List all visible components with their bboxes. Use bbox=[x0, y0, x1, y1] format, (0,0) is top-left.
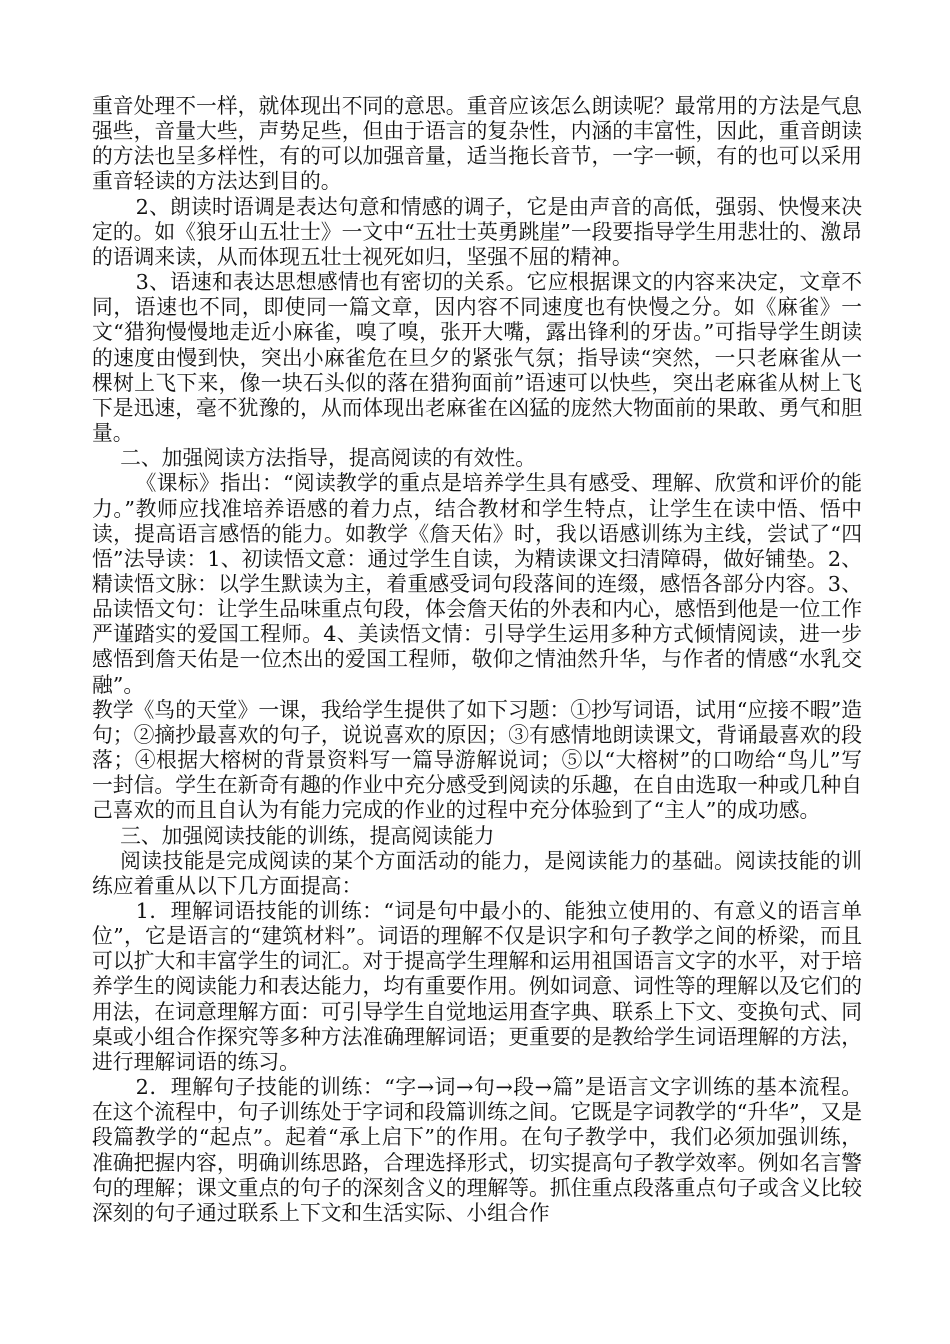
paragraph-reading-skills: 阅读技能是完成阅读的某个方面活动的能力，是阅读能力的基础。阅读技能的训练应着重从以下几方面提高： bbox=[92, 848, 862, 898]
paragraph-stress-reading: 重音处理不一样，就体现出不同的意思。重音应该怎么朗读呢？最常用的方法是气息强些，音量大些，声势足些，但由于语言的复杂性，内涵的丰富性，因此，重音朗读的方法也呈多样性，有的可以加强音量，适当拖长音节，一字一顿，有的也可以采用重音轻读的方法达到目的。 bbox=[92, 94, 862, 194]
section-heading-3: 三、加强阅读技能的训练，提高阅读能力 bbox=[120, 823, 495, 848]
paragraph-speech-rate: 3、语速和表达思想感情也有密切的关系。它应根据课文的内容来决定，文章不同，语速也不同，即使同一篇文章，因内容不同速度也有快慢之分。如《麻雀》一文“猎狗慢慢地走近小麻雀，嗅了嗅，张开大嘴，露出锋利的牙齿。”可指导学生朗读的速度由慢到快，突出小麻雀危在旦夕的紧张气氛；指导读“突然，一只老麻雀从一棵树上飞下来，像一块石头似的落在猎狗面前”语速可以快些，突出老麻雀从树上飞下是迅速，毫不犹豫的，从而体现出老麻雀在凶猛的庞然大物面前的果敢、勇气和胆量。 bbox=[92, 270, 862, 446]
document-page bbox=[92, 94, 862, 1226]
paragraph-bird-paradise: 教学《鸟的天堂》一课，我给学生提供了如下习题：①抄写词语，试用“应接不暇”造句；②摘抄最喜欢的句子，说说喜欢的原因；③有感情地朗读课文，背诵最喜欢的段落；④根据大榕树的背景资料写一篇导游解说词；⑤以“大榕树”的口吻给“鸟儿”写一封信。学生在新奇有趣的作业中充分感受到阅读的乐趣，在自由选取一种或几种自己喜欢的而且自认为有能力完成的作业的过程中充分体验到了“主人”的成功感。 bbox=[92, 697, 862, 823]
paragraph-sentence-skills: 2．理解句子技能的训练：“字→词→句→段→篇”是语言文字训练的基本流程。在这个流程中，句子训练处于字词和段篇训练之间。它既是字词教学的“升华”，又是段篇教学的“起点”。起着“承上启下”的作用。在句子教学中，我们必须加强训练，准确把握内容，明确训练思路，合理选择形式，切实提高句子教学效率。例如名言警句的理解；课文重点的句子的深刻含义的理解等。抓住重点段落重点句子或含义比较深刻的句子通过联系上下文和生活实际、小组合作 bbox=[92, 1075, 862, 1225]
section-heading-2: 二、加强阅读方法指导，提高阅读的有效性。 bbox=[120, 446, 537, 471]
paragraph-word-skills: 1．理解词语技能的训练：“词是句中最小的、能独立使用的、有意义的语言单位”，它是语言的“建筑材料”。词语的理解不仅是识字和句子教学之间的桥梁，而且可以扩大和丰富学生的词汇。对于提高学生理解和运用祖国语言文字的水平，对于培养学生的阅读能力和表达能力，均有重要作用。例如词意、词性等的理解以及它们的用法，在词意理解方面：可引导学生自觉地运用查字典、联系上下文、变换句式、同桌或小组合作探究等多种方法准确理解词语；更重要的是教给学生词语理解的方法，进行理解词语的练习。 bbox=[92, 899, 862, 1074]
paragraph-curriculum: 《课标》指出：“阅读教学的重点是培养学生具有感受、理解、欣赏和评价的能力。”教师应找准培养语感的着力点，结合教材和学生特点，让学生在读中悟、悟中读，提高语言感悟的能力。如教学《詹天佑》时，我以语感训练为主线，尝试了“四悟”法导读：1、初读悟文意：通过学生自读，为精读课文扫清障碍，做好铺垫。2、精读悟文脉：以学生默读为主，着重感受词句段落间的连缀，感悟各部分内容。3、品读悟文句：让学生品味重点句段，体会詹天佑的外表和内心，感悟到他是一位工作严谨踏实的爱国工程师。4、美读悟文情：引导学生运用多种方式倾情阅读，进一步感悟到詹天佑是一位杰出的爱国工程师，敬仰之情油然升华，与作者的情感“水乳交融”。 bbox=[92, 471, 862, 697]
paragraph-intonation: 2、朗读时语调是表达句意和情感的调子，它是由声音的高低，强弱、快慢来决定的。如《狼牙山五壮士》一文中“五壮士英勇跳崖”一段要指导学生用悲壮的、激昂的语调来读，从而体现五壮士视死如归，坚强不屈的精神。 bbox=[92, 194, 862, 269]
